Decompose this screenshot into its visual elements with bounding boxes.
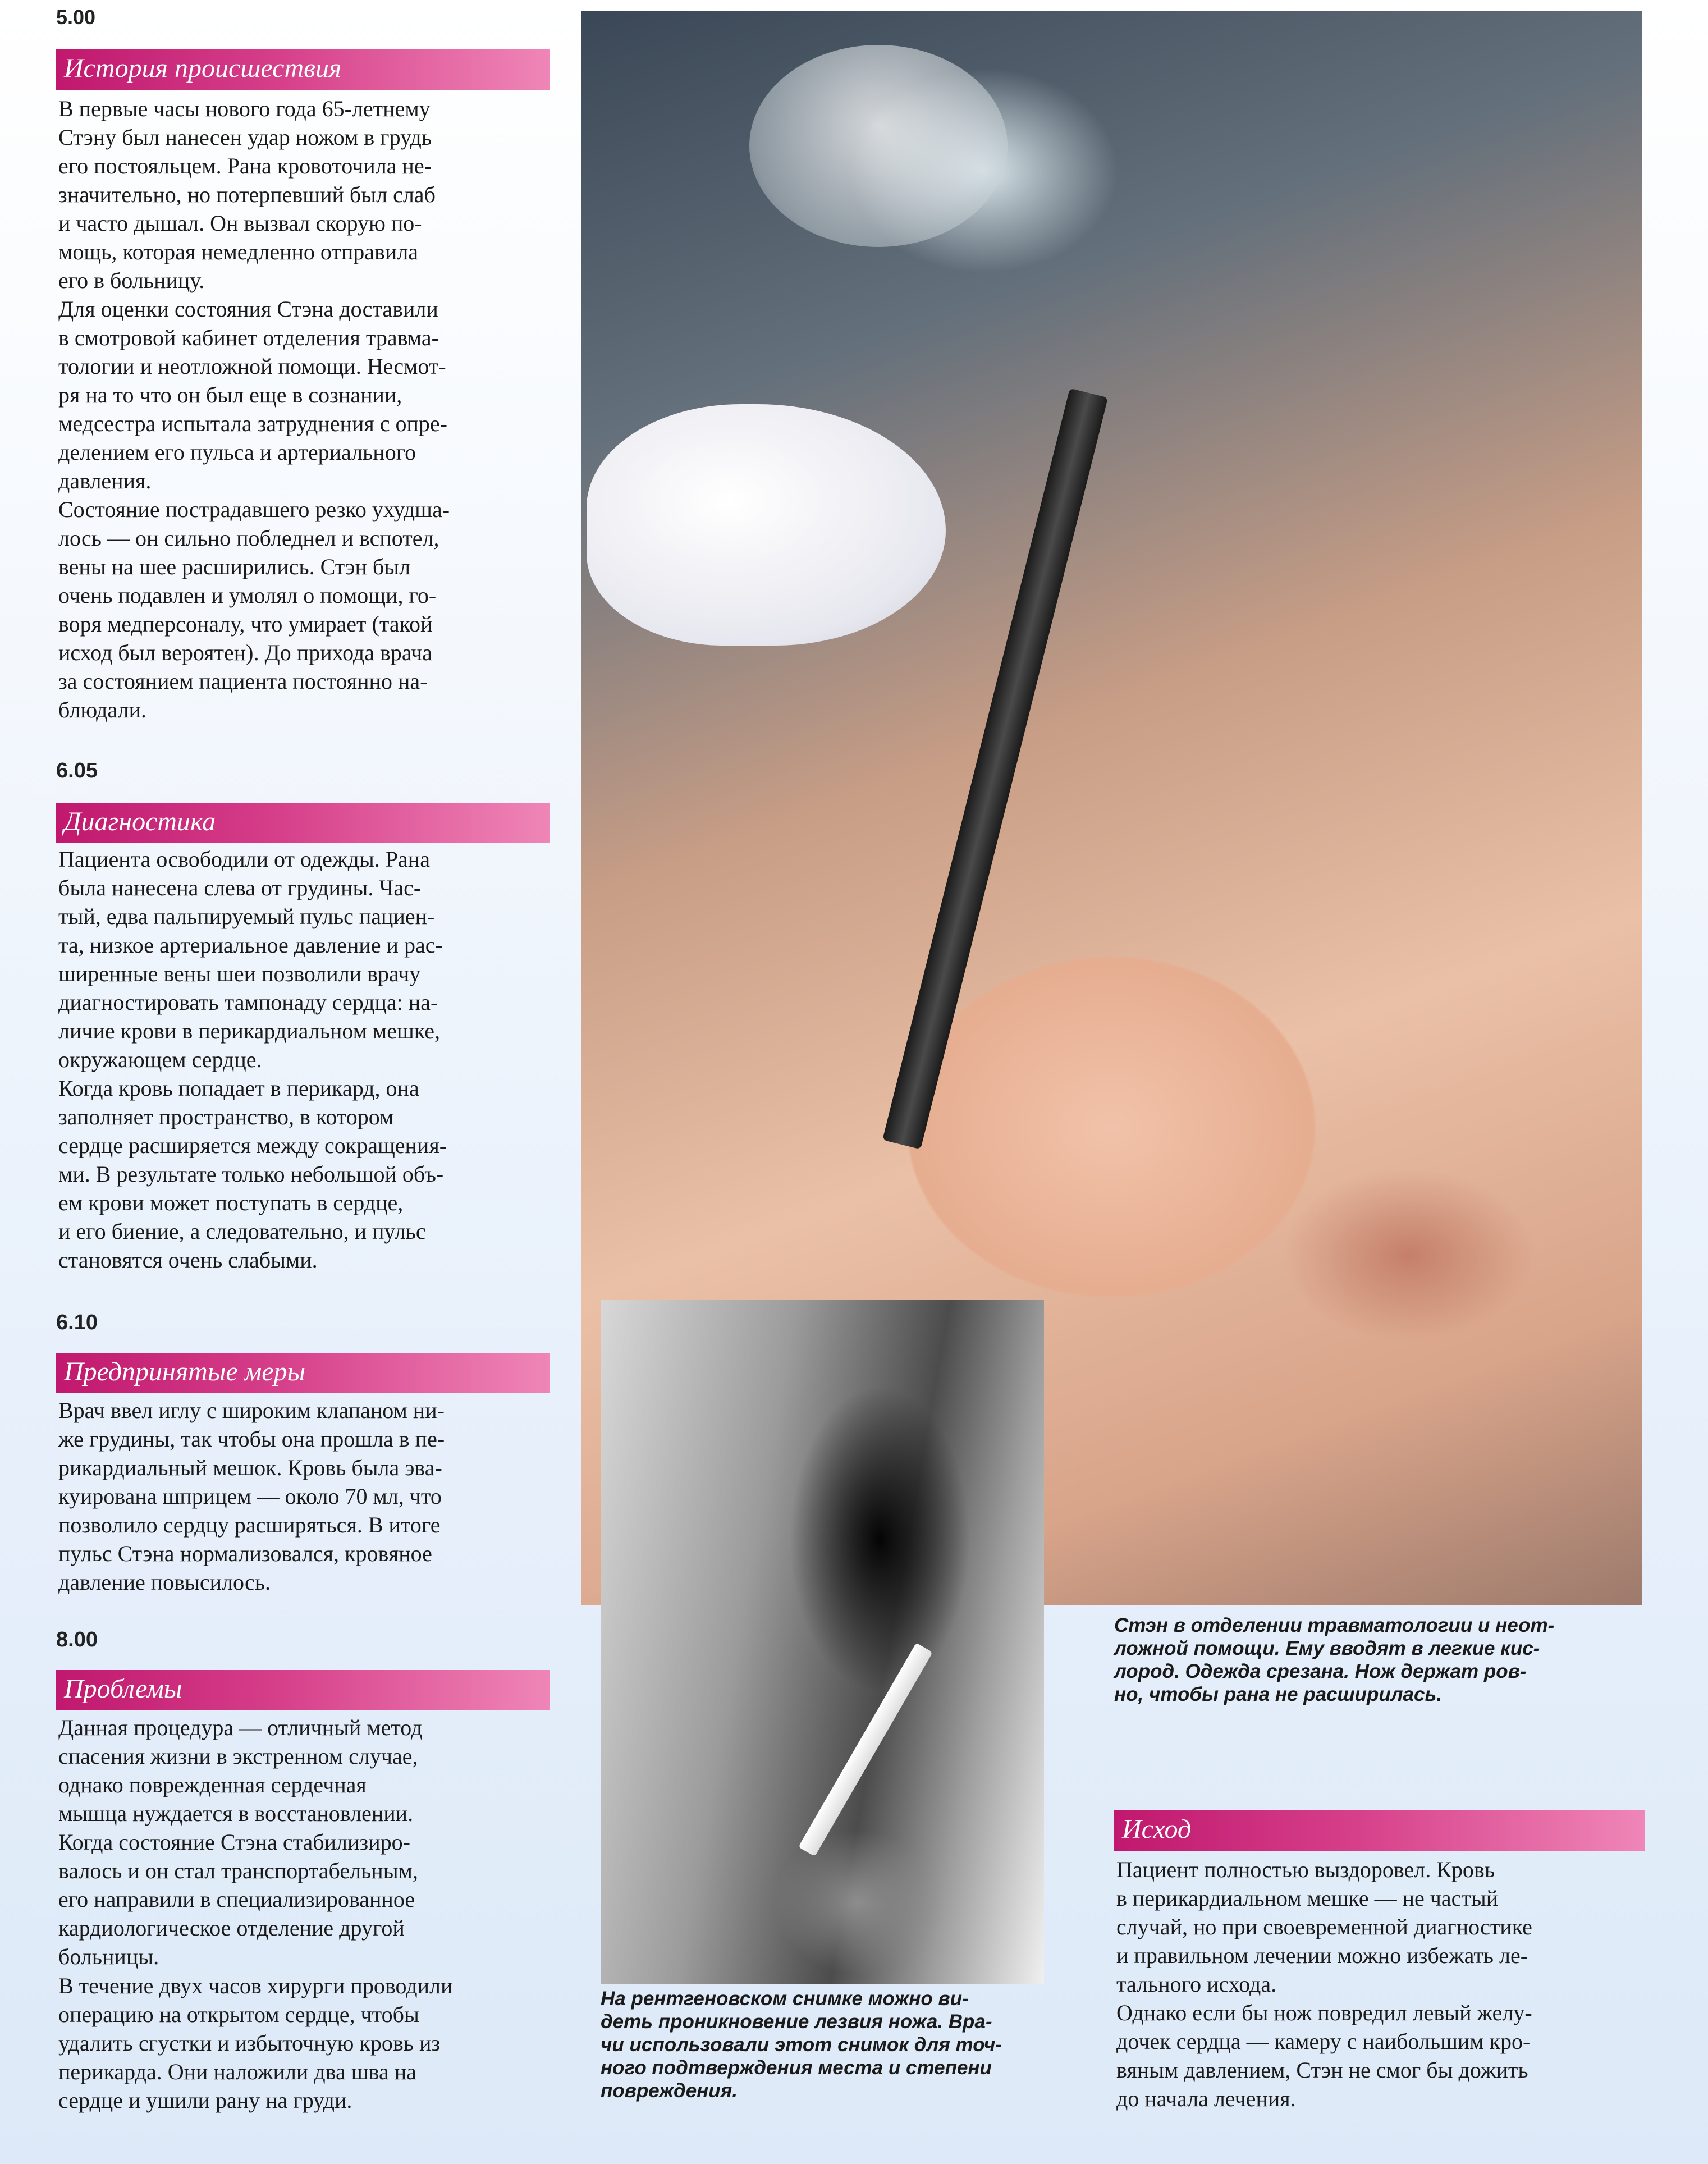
measures-paragraph: Врач ввел иглу с широким клапаном ни- же грудины, так чтобы она прошла в пе- рикардиальный мешок. Кровь была эва- куирована шприцем — около 70 мл, что позволило сердцу расширяться. В итоге пульс Стэна нормализовался, кровяное давление повысилось. — [58, 1398, 445, 1595]
diagnostics-paragraph-1: Пациента освободили от одежды. Рана была нанесена слева от грудины. Час- тый, едва пальпируемый пульс пациен- та, низкое артериальное давление и рас- ширенные вены шеи позволили врачу диагностировать тампонаду сердца: на- личие крови в перикардиальном мешке, окружающем сердце. — [58, 847, 443, 1072]
oxygen-mask — [749, 45, 1008, 247]
section-title: История происшествия — [64, 53, 342, 83]
section-title: Исход — [1122, 1814, 1192, 1844]
problems-paragraph-1: Данная процедура — отличный метод спасения жизни в экстренном случае, однако поврежденная сердечная мышца нуждается в восстановлении. Когда состояние Стэна стабилизиро- валось и он стал транспортабельным, его направили в специализированное кардиологическое отделение другой больницы. — [58, 1715, 423, 1969]
section-header-problems — [56, 1670, 550, 1710]
outcome-paragraph-2: Однако если бы нож повредил левый желу- дочек сердца — камеру с наибольшим кро- вяным давлением, Стэн не смог бы дожить до начала лечения. — [1116, 2000, 1532, 2111]
diagnostics-paragraph-2: Когда кровь попадает в перикард, она заполняет пространство, в котором сердце расширяется между сокращения- ми. В результате только небольшой объ- ем крови может поступать в сердце, и его биение, а следовательно, и пульс становятся очень слабыми. — [58, 1076, 447, 1273]
incident-paragraph-1: В первые часы нового года 65-летнему Стэну был нанесен удар ножом в грудь его постояльцем. Рана кровоточила не- значительно, но потерпевший был слаб и часто дышал. Он вызвал скорую по- мощь, которая немедленно отправила его в больницу. — [58, 96, 436, 293]
section-header-measures — [56, 1353, 550, 1393]
section-header-incident — [56, 49, 550, 90]
time-label: 6.05 — [56, 759, 98, 783]
section-title: Предпринятые меры — [64, 1357, 306, 1387]
xray-image — [601, 1300, 1044, 1984]
incident-paragraph-3: Состояние пострадавшего резко ухудша- лось — он сильно побледнел и вспотел, вены на шее расширились. Стэн был очень подавлен и умолял о помощи, го- воря медперсоналу, что умирает (такой исход был вероятен). До прихода врача за состоянием пациента постоянно на- блюдали. — [58, 497, 450, 722]
section-title: Проблемы — [64, 1674, 182, 1704]
incident-paragraph-2: Для оценки состояния Стэна доставили в смотровой кабинет отделения травма- тологии и неотложной помощи. Несмот- ря на то что он был еще в сознании, медсестра испытала затруднения с опре- делением его пульса и артериального давления. — [58, 296, 447, 493]
photo-caption: Стэн в отделении травматологии и неот- ложной помощи. Ему вводят в легкие кис- лород. Одежда срезана. Нож держат ров- но, чтобы рана не расширилась. — [1114, 1614, 1555, 1705]
xray-caption: На рентгеновском снимке можно ви- деть проникновение лезвия ножа. Вра- чи использовали этот снимок для точ- ного подтверждения места и степени повреждения. — [601, 1988, 1002, 2102]
time-label: 8.00 — [56, 1628, 98, 1651]
section-header-outcome — [1114, 1810, 1645, 1851]
section-header-diagnostics — [56, 803, 550, 843]
gloved-hand — [587, 404, 946, 646]
timeline-column — [56, 0, 556, 2164]
problems-paragraph-2: В течение двух часов хирурги проводили операцию на открытом сердце, чтобы удалить сгустки и избыточную кровь из перикарда. Они наложили два шва на сердце и ушили рану на груди. — [58, 1973, 453, 2113]
time-label: 6.10 — [56, 1311, 98, 1334]
page-number: 5.00 — [56, 6, 96, 29]
knife-blade-shadow — [798, 1643, 932, 1857]
outcome-paragraph-1: Пациент полностью выздоровел. Кровь в перикардиальном мешке — не частый случай, но при своевременной диагностике и правильном лечении можно избежать ле- тального исхода. — [1116, 1857, 1532, 1997]
section-title: Диагностика — [64, 807, 216, 836]
